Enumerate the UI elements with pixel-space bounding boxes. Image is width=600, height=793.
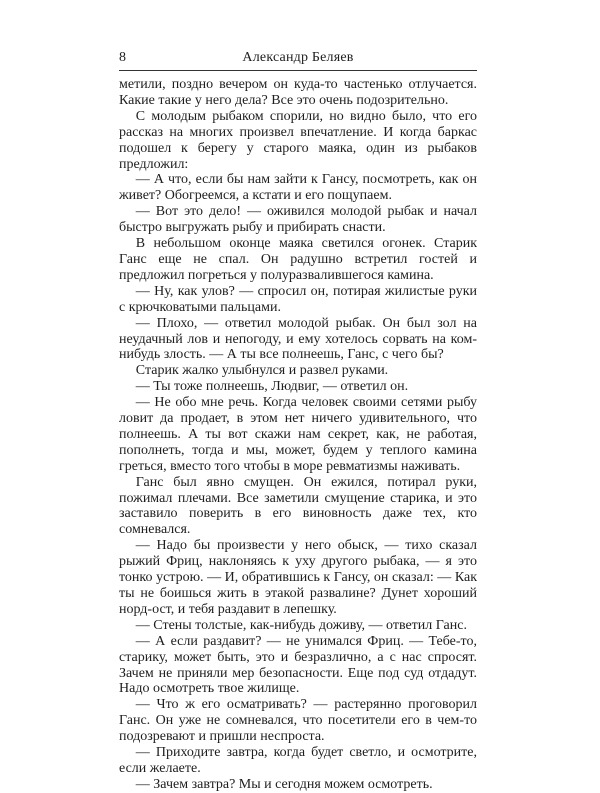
paragraph: — Ты тоже полнеешь, Людвиг, — ответил он. bbox=[135, 379, 409, 395]
running-head-author: Александр Беляев bbox=[242, 50, 354, 65]
paragraph: С молодым рыбаком спорили, но видно было, что его рассказ на многих произвел впечатление. И когда баркас подошел к берегу у старого маяка, один из рыбаков предложил: bbox=[119, 108, 477, 172]
body-text bbox=[119, 77, 477, 793]
paragraph: — Плохо, — ответил молодой рыбак. Он был зол на неудачный лов и непогоду, и ему хотелось сорвать на ком-нибудь злость. — А ты все полнеешь, Ганс, с чего бы? bbox=[119, 315, 477, 363]
page-header bbox=[119, 50, 477, 71]
paragraph: — Приходите завтра, когда будет светло, и осмотрите, если желаете. bbox=[119, 745, 477, 776]
paragraph: — Что ж его осматривать? — растерянно проговорил Ганс. Он уже не сомневался, что посетители его в чем-то подозревают и пришли неспроста. bbox=[119, 697, 477, 745]
paragraph: — Не обо мне речь. Когда человек своими сетями рыбу ловит да продает, в этом нет ничего удивительного, что полнеешь. А ты вот скажи нам секрет, как, не работая, пополнеть, тогда и мы, может, будем у теплого камина греться, вместо того чтобы в море ревматизмы наживать. bbox=[119, 395, 477, 474]
paragraph: — Надо бы произвести у него обыск, — тихо сказал рыжий Фриц, наклоняясь к уху другого рыбака, — я это тонко устрою. — И, обратившись к Гансу, он сказал: — Как ты не боишься жить в этакой развалине? Дунет хороший норд-ост, и тебя раздавит в лепешку. bbox=[119, 538, 477, 617]
paragraph: — Стены толстые, как-нибудь доживу, — ответил Ганс. bbox=[135, 617, 467, 633]
paragraph: Ганс был явно смущен. Он ежился, потирал руки, пожимал плечами. Все заметили смущение старика, и это заставило поверить в его виновность даже тех, кто сомневался. bbox=[119, 474, 477, 538]
paragraph: — Ну, как улов? — спросил он, потирая жилистые руки с крючковатыми пальцами. bbox=[119, 283, 477, 315]
paragraph: — А что, если бы нам зайти к Гансу, посмотреть, как он живет? Обогреемся, а кстати и его пощупаем. bbox=[119, 172, 477, 204]
paragraph: метили, поздно вечером он куда-то частенько отлучается. Какие такие у него дела? Все это очень подозрительно. bbox=[119, 77, 477, 108]
page-number: 8 bbox=[119, 50, 126, 65]
paragraph: — Вот это дело! — оживился молодой рыбак и начал быстро выгружать рыбу и прибирать снасти. bbox=[119, 204, 477, 236]
paragraph: — А если раздавит? — не унимался Фриц. — Тебе-то, старику, может быть, это и безразлично, а с нас спросят. Зачем не приняли мер безопасности. Еще под суд отдадут. Надо осмотреть твое жилище. bbox=[119, 633, 477, 697]
paragraph: Старик жалко улыбнулся и развел руками. bbox=[135, 363, 389, 379]
paragraph: — Зачем завтра? Мы и сегодня можем осмотреть. bbox=[135, 776, 433, 792]
paragraph: В небольшом оконце маяка светился огонек. Старик Ганс еще не спал. Он радушно встретил гостей и предложил погреться у полуразвалившегося камина. bbox=[119, 236, 477, 283]
